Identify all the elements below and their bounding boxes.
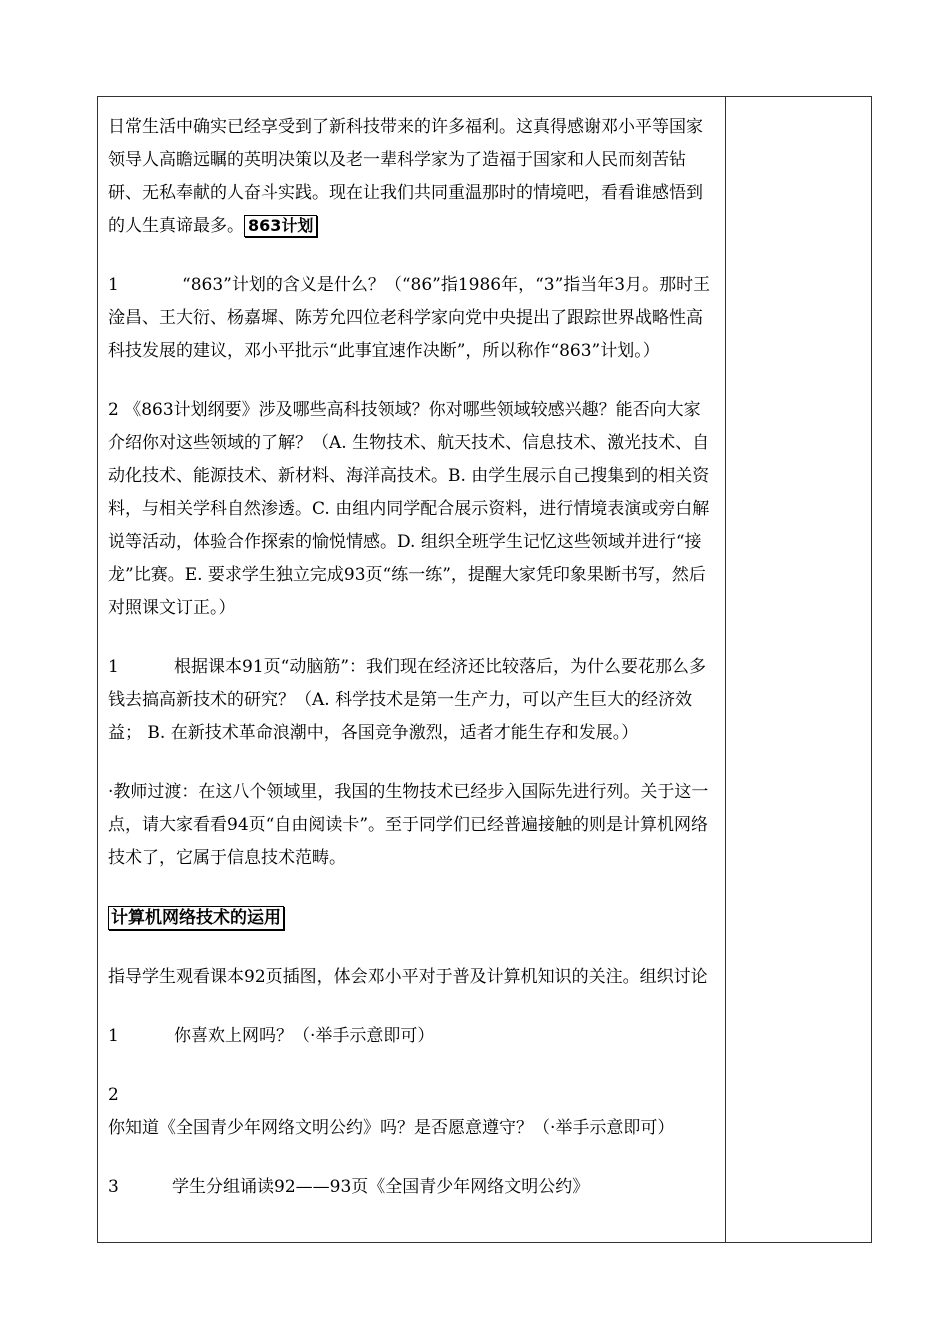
question-why-invest: [108, 651, 716, 750]
item-text: 你喜欢上网吗？（·举手示意即可）: [174, 1026, 435, 1046]
discussion-item: [108, 1171, 716, 1204]
teacher-transition: ·教师过渡：在这八个领域里，我国的生物技术已经步入国际先进行列。关于这一点，请大家看看94页“自由阅读卡”。至于同学们已经普遍接触的则是计算机网络技术了，它属于信息技术范畴。: [108, 782, 709, 868]
question-863-fields: 2 《863计划纲要》涉及哪些高科技领域？你对哪些领域较感兴趣？能否向大家介绍你对这些领域的了解？（A. 生物技术、航天技术、信息技术、激光技术、自动化技术、能源技术、新材料、海洋高技术。B. 由学生展示自己搜集到的相关资料，与相关学科自然渗透。C. 由组内同学配合展示资料，进行情境表演或旁白解说等活动，体验合作探索的愉悦情感。D. 组织全班学生记忆这些领域并进行“接龙”比赛。E. 要求学生独立完成93页“练一练”，提醒大家凭印象果断书写，然后对照课文订正。）: [108, 400, 710, 618]
lesson-table: [97, 96, 872, 1243]
question-text: 根据课本91页“动脑筋”：我们现在经济还比较落后，为什么要花那么多钱去搞高新技术的研究？（A. 科学技术是第一生产力，可以产生巨大的经济效益； B. 在新技术革命浪潮中，各国竞争激烈，适者才能生存和发展。）: [108, 657, 707, 743]
column-divider: [725, 97, 726, 1242]
item-text: 学生分组诵读92——93页《全国青少年网络文明公约》: [172, 1177, 590, 1197]
item-number: 1: [108, 657, 119, 677]
question-863-meaning: [108, 269, 716, 368]
discussion-item: [108, 1079, 716, 1145]
discussion-item: [108, 1020, 716, 1053]
item-number: 1: [108, 1026, 119, 1046]
section-heading-row: [108, 902, 716, 935]
item-text: 你知道《全国青少年网络文明公约》吗？是否愿意遵守？（·举手示意即可）: [108, 1118, 675, 1138]
intro-paragraph: [108, 111, 716, 243]
item-number: 2: [108, 1085, 119, 1105]
label-863-plan: 863计划: [244, 215, 317, 237]
item-number: 1: [108, 275, 119, 295]
intro-text: 日常生活中确实已经享受到了新科技带来的许多福利。这真得感谢邓小平等国家领导人高瞻远瞩的英明决策以及老一辈科学家为了造福于国家和人民而刻苦钻研、无私奉献的人奋斗实践。现在让我们共同重温那时的情境吧，看看谁感悟到的人生真谛最多。: [108, 117, 703, 236]
guide-paragraph: 指导学生观看课本92页插图，体会邓小平对于普及计算机知识的关注。组织讨论: [108, 967, 708, 987]
item-number: 3: [108, 1177, 119, 1197]
section-heading: 计算机网络技术的运用: [108, 906, 284, 930]
lesson-content-cell: [108, 111, 716, 1204]
question-text: “863”计划的含义是什么？（“86”指1986年，“3”指当年3月。那时王淦昌、王大衍、杨嘉墀、陈芳允四位老科学家向党中央提出了跟踪世界战略性高科技发展的建议，邓小平批示“此事宜速作决断”，所以称作“863”计划。）: [108, 275, 711, 361]
